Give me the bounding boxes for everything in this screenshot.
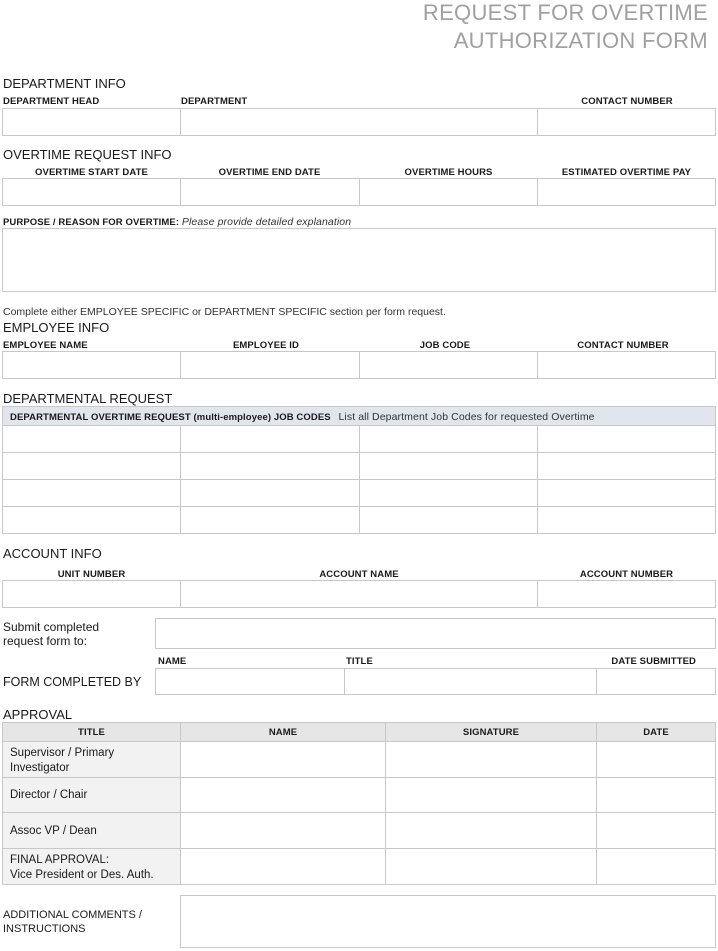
form-title-line2: AUTHORIZATION FORM bbox=[453, 28, 708, 53]
completed-by-name-field[interactable] bbox=[155, 668, 345, 695]
approval-row-title-text bbox=[3, 742, 180, 776]
approval-name-field[interactable] bbox=[180, 777, 386, 813]
job-code-field[interactable] bbox=[359, 351, 538, 379]
approval-date-field[interactable] bbox=[596, 812, 716, 849]
departmental-request-heading: DEPARTMENTAL REQUEST bbox=[3, 391, 173, 406]
department-head-field[interactable] bbox=[2, 108, 181, 136]
purpose-textarea[interactable] bbox=[2, 228, 716, 292]
approval-role-line1: Assoc VP / Dean bbox=[10, 825, 97, 837]
label-overtime-end-date: OVERTIME END DATE bbox=[218, 167, 321, 178]
approval-row-title bbox=[2, 848, 181, 885]
approval-row-title bbox=[2, 777, 181, 813]
overtime-end-date-field[interactable] bbox=[180, 178, 360, 206]
job-code-cell[interactable] bbox=[2, 425, 181, 453]
employee-name-field[interactable] bbox=[2, 351, 181, 379]
approval-row-title-text bbox=[3, 849, 180, 883]
completed-by-title-field[interactable] bbox=[344, 668, 597, 695]
job-code-cell[interactable] bbox=[537, 506, 716, 534]
purpose-label: PURPOSE / REASON FOR OVERTIME: bbox=[3, 217, 180, 228]
form-title-line1: REQUEST FOR OVERTIME bbox=[422, 0, 708, 25]
approval-role-line1: FINAL APPROVAL: bbox=[10, 854, 110, 866]
approval-signature-field[interactable] bbox=[385, 741, 597, 778]
approval-col-signature-header bbox=[385, 722, 597, 742]
overtime-request-heading: OVERTIME REQUEST INFO bbox=[3, 147, 172, 162]
label-employee-contact-number: CONTACT NUMBER bbox=[577, 340, 669, 351]
job-codes-hint: List all Department Job Codes for requested Overtime bbox=[338, 411, 595, 423]
approval-col-signature: SIGNATURE bbox=[462, 727, 520, 738]
approval-col-title: TITLE bbox=[78, 727, 105, 738]
approval-role-line2: Vice President or Des. Auth. bbox=[10, 869, 154, 881]
label-account-name: ACCOUNT NAME bbox=[319, 569, 399, 580]
job-code-cell[interactable] bbox=[180, 425, 360, 453]
department-info-heading: DEPARTMENT INFO bbox=[3, 76, 126, 91]
approval-col-date: DATE bbox=[643, 727, 669, 738]
approval-name-field[interactable] bbox=[180, 812, 386, 849]
approval-name-field[interactable] bbox=[180, 848, 386, 885]
approval-row-title bbox=[2, 741, 181, 778]
form-completed-by-label: FORM COMPLETED BY bbox=[3, 675, 142, 689]
job-code-cell[interactable] bbox=[2, 479, 181, 507]
approval-row-title-text bbox=[3, 813, 180, 839]
label-date-submitted: DATE SUBMITTED bbox=[611, 656, 696, 667]
job-code-cell[interactable] bbox=[537, 479, 716, 507]
label-completed-name: NAME bbox=[158, 656, 187, 667]
approval-heading: APPROVAL bbox=[3, 707, 73, 722]
approval-signature-field[interactable] bbox=[385, 848, 597, 885]
job-code-cell[interactable] bbox=[180, 479, 360, 507]
job-code-cell[interactable] bbox=[537, 425, 716, 453]
label-employee-name: EMPLOYEE NAME bbox=[3, 340, 88, 351]
label-contact-number: CONTACT NUMBER bbox=[581, 96, 673, 107]
overtime-hours-field[interactable] bbox=[359, 178, 538, 206]
job-code-cell[interactable] bbox=[180, 506, 360, 534]
label-overtime-hours: OVERTIME HOURS bbox=[404, 167, 493, 178]
approval-date-field[interactable] bbox=[596, 741, 716, 778]
approval-col-name-header bbox=[180, 722, 386, 742]
approval-col-title-header bbox=[2, 722, 181, 742]
employee-contact-field[interactable] bbox=[537, 351, 716, 379]
label-account-number: ACCOUNT NUMBER bbox=[579, 569, 674, 580]
department-contact-field[interactable] bbox=[537, 108, 716, 136]
employee-id-field[interactable] bbox=[180, 351, 360, 379]
account-info-heading: ACCOUNT INFO bbox=[3, 546, 102, 561]
approval-role-line1: Supervisor / Primary bbox=[10, 747, 115, 759]
submit-label-line2: request form to: bbox=[3, 634, 88, 648]
approval-signature-field[interactable] bbox=[385, 812, 597, 849]
job-codes-label: DEPARTMENTAL OVERTIME REQUEST (multi-employee) JOB CODES bbox=[10, 412, 331, 423]
approval-date-field[interactable] bbox=[596, 777, 716, 813]
label-unit-number: UNIT NUMBER bbox=[57, 569, 126, 580]
job-code-cell[interactable] bbox=[359, 452, 538, 480]
approval-row-title-text bbox=[3, 778, 180, 803]
department-field[interactable] bbox=[180, 108, 538, 136]
label-department: DEPARTMENT bbox=[181, 96, 248, 107]
approval-role-line2: Investigator bbox=[10, 762, 70, 774]
purpose-label-row bbox=[3, 216, 351, 228]
approval-row-title bbox=[2, 812, 181, 849]
label-employee-id: EMPLOYEE ID bbox=[232, 340, 300, 351]
overtime-start-date-field[interactable] bbox=[2, 178, 181, 206]
job-code-cell[interactable] bbox=[537, 452, 716, 480]
job-code-cell[interactable] bbox=[359, 479, 538, 507]
comments-label-line1: ADDITIONAL COMMENTS / bbox=[3, 909, 142, 921]
job-code-cell[interactable] bbox=[359, 506, 538, 534]
approval-signature-field[interactable] bbox=[385, 777, 597, 813]
approval-col-name: NAME bbox=[268, 727, 298, 738]
job-code-cell[interactable] bbox=[2, 452, 181, 480]
employee-info-heading: EMPLOYEE INFO bbox=[3, 320, 110, 335]
label-estimated-overtime-pay: ESTIMATED OVERTIME PAY bbox=[561, 167, 692, 178]
unit-number-field[interactable] bbox=[2, 580, 181, 608]
approval-role-line1: Director / Chair bbox=[10, 789, 88, 801]
submit-label bbox=[3, 620, 99, 648]
submit-to-field[interactable] bbox=[155, 618, 716, 649]
comments-label-line2: INSTRUCTIONS bbox=[3, 923, 86, 935]
purpose-hint: Please provide detailed explanation bbox=[181, 216, 352, 228]
approval-col-date-header bbox=[596, 722, 716, 742]
job-code-cell[interactable] bbox=[359, 425, 538, 453]
label-completed-title: TITLE bbox=[346, 656, 373, 667]
label-department-head: DEPARTMENT HEAD bbox=[3, 96, 100, 107]
date-submitted-field[interactable] bbox=[596, 668, 716, 695]
label-job-code: JOB CODE bbox=[419, 340, 471, 351]
job-codes-header-bar bbox=[2, 406, 716, 426]
account-number-field[interactable] bbox=[537, 580, 716, 608]
label-overtime-start-date: OVERTIME START DATE bbox=[35, 167, 148, 178]
comments-label bbox=[3, 908, 142, 936]
approval-name-field[interactable] bbox=[180, 741, 386, 778]
estimated-overtime-pay-field[interactable] bbox=[537, 178, 716, 206]
job-code-cell[interactable] bbox=[2, 506, 181, 534]
approval-date-field[interactable] bbox=[596, 848, 716, 885]
comments-textarea[interactable] bbox=[180, 895, 716, 948]
submit-label-line1: Submit completed bbox=[3, 620, 100, 634]
job-code-cell[interactable] bbox=[180, 452, 360, 480]
section-instruction: Complete either EMPLOYEE SPECIFIC or DEPARTMENT SPECIFIC section per form request. bbox=[3, 306, 446, 318]
account-name-field[interactable] bbox=[180, 580, 538, 608]
